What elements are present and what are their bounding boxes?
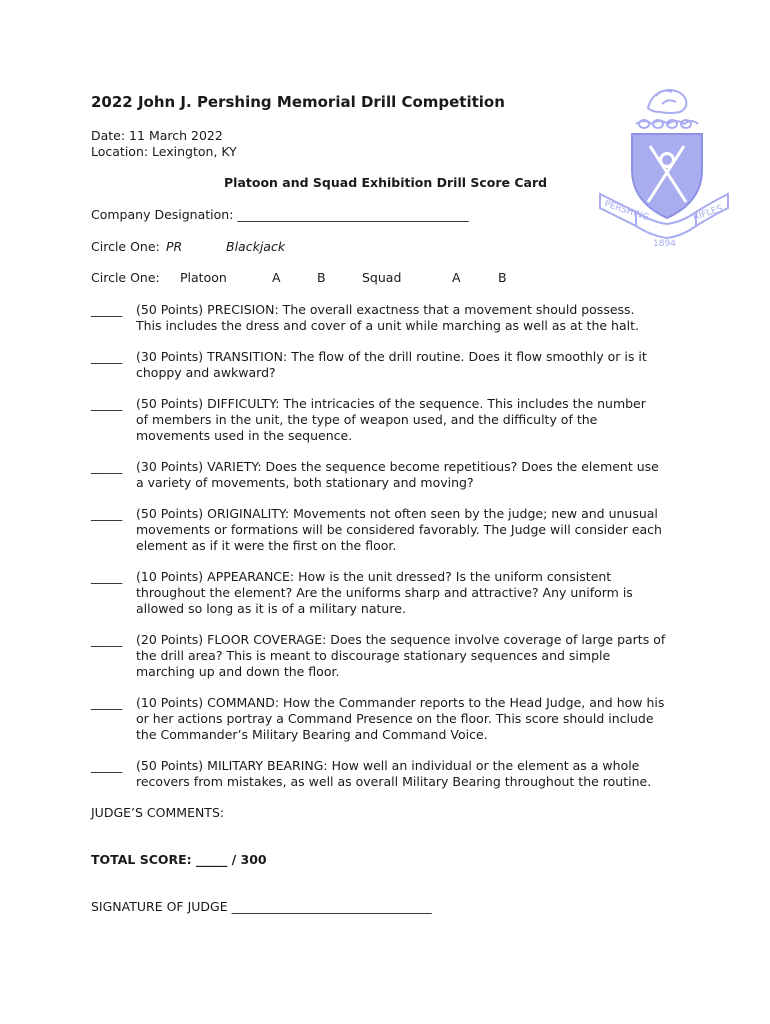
judges-comments-label: JUDGE’S COMMENTS: — [91, 805, 225, 820]
criterion-line: (50 Points) DIFFICULTY: The intricacies of the sequence. This includes the number — [136, 396, 646, 411]
score-blank[interactable]: _____ — [91, 569, 123, 584]
criterion-variety — [91, 459, 681, 491]
criterion-line: This includes the dress and cover of a unit while marching as well as at the halt. — [136, 318, 639, 333]
criterion-line: the drill area? This is meant to discourage stationary sequences and simple — [136, 648, 611, 663]
criterion-line: allowed so long as it is of a military nature. — [136, 601, 406, 616]
criterion-line: (50 Points) MILITARY BEARING: How well an individual or the element as a whole — [136, 758, 640, 773]
date-line: Date: 11 March 2022 — [91, 128, 223, 143]
circle-option-pr[interactable]: PR — [166, 239, 183, 254]
criterion-floor-coverage — [91, 632, 681, 680]
criterion-line: (20 Points) FLOOR COVERAGE: Does the sequence involve coverage of large parts of — [136, 632, 666, 647]
document-title: 2022 John J. Pershing Memorial Drill Competition — [91, 93, 505, 111]
criterion-line: a variety of movements, both stationary and moving? — [136, 475, 474, 490]
circle-option-squad-a[interactable]: A — [452, 270, 461, 285]
criterion-line: recovers from mistakes, as well as overall Military Bearing throughout the routine. — [136, 774, 652, 789]
score-blank[interactable]: _____ — [91, 632, 123, 647]
criterion-line: (30 Points) TRANSITION: The flow of the drill routine. Does it flow smoothly or is it — [136, 349, 647, 364]
score-blank[interactable]: _____ — [91, 506, 123, 521]
circle-option-squad-b[interactable]: B — [498, 270, 507, 285]
score-blank[interactable]: _____ — [91, 396, 123, 411]
circle-option-platoon-a[interactable]: A — [272, 270, 281, 285]
criterion-originality — [91, 506, 681, 554]
circle-one-size-label: Circle One: — [91, 270, 160, 285]
criterion-line: choppy and awkward? — [136, 365, 276, 380]
criterion-line: or her actions portray a Command Presence on the floor. This score should include — [136, 711, 654, 726]
criterion-military-bearing — [91, 758, 681, 790]
judge-signature-field[interactable]: SIGNATURE OF JUDGE ________________________________ — [91, 899, 432, 914]
criterion-command — [91, 695, 681, 743]
pershing-rifles-crest-logo — [596, 84, 732, 254]
score-blank[interactable]: _____ — [91, 459, 123, 474]
circle-option-platoon[interactable]: Platoon — [180, 270, 227, 285]
criterion-line: movements or formations will be considered favorably. The Judge will consider each — [136, 522, 662, 537]
total-score-field[interactable]: TOTAL SCORE: _____ / 300 — [91, 852, 267, 867]
banner-right-text: RIFLES — [691, 203, 724, 223]
score-blank[interactable]: _____ — [91, 349, 123, 364]
criterion-appearance — [91, 569, 681, 617]
criterion-precision — [91, 302, 681, 334]
score-blank[interactable]: _____ — [91, 695, 123, 710]
score-blank[interactable]: _____ — [91, 758, 123, 773]
criterion-line: (50 Points) ORIGINALITY: Movements not often seen by the judge; new and unusual — [136, 506, 658, 521]
circle-one-unit-label: Circle One: — [91, 239, 160, 254]
criterion-line: throughout the element? Are the uniforms sharp and attractive? Any uniform is — [136, 585, 633, 600]
banner-left-text: PERSHING — [603, 199, 651, 224]
criterion-line: the Commander’s Military Bearing and Command Voice. — [136, 727, 488, 742]
criterion-line: (10 Points) APPEARANCE: How is the unit dressed? Is the uniform consistent — [136, 569, 612, 584]
circle-option-platoon-b[interactable]: B — [317, 270, 326, 285]
card-title: Platoon and Squad Exhibition Drill Score Card — [224, 175, 548, 190]
criterion-line: (50 Points) PRECISION: The overall exactness that a movement should possess. — [136, 302, 635, 317]
criterion-line: marching up and down the floor. — [136, 664, 340, 679]
criterion-line: of members in the unit, the type of weapon used, and the difficulty of the — [136, 412, 598, 427]
location-line: Location: Lexington, KY — [91, 144, 237, 159]
criterion-difficulty — [91, 396, 681, 444]
criterion-transition — [91, 349, 681, 381]
criterion-line: element as if it were the first on the floor. — [136, 538, 397, 553]
banner-year-text: 1894 — [653, 239, 676, 249]
circle-option-squad[interactable]: Squad — [362, 270, 402, 285]
criterion-line: (10 Points) COMMAND: How the Commander reports to the Head Judge, and how his — [136, 695, 665, 710]
company-designation-field[interactable]: Company Designation: _____________________________________ — [91, 207, 469, 222]
score-blank[interactable]: _____ — [91, 302, 123, 317]
criterion-line: (30 Points) VARIETY: Does the sequence become repetitious? Does the element use — [136, 459, 659, 474]
circle-option-blackjack[interactable]: Blackjack — [226, 239, 286, 254]
criterion-line: movements used in the sequence. — [136, 428, 353, 443]
